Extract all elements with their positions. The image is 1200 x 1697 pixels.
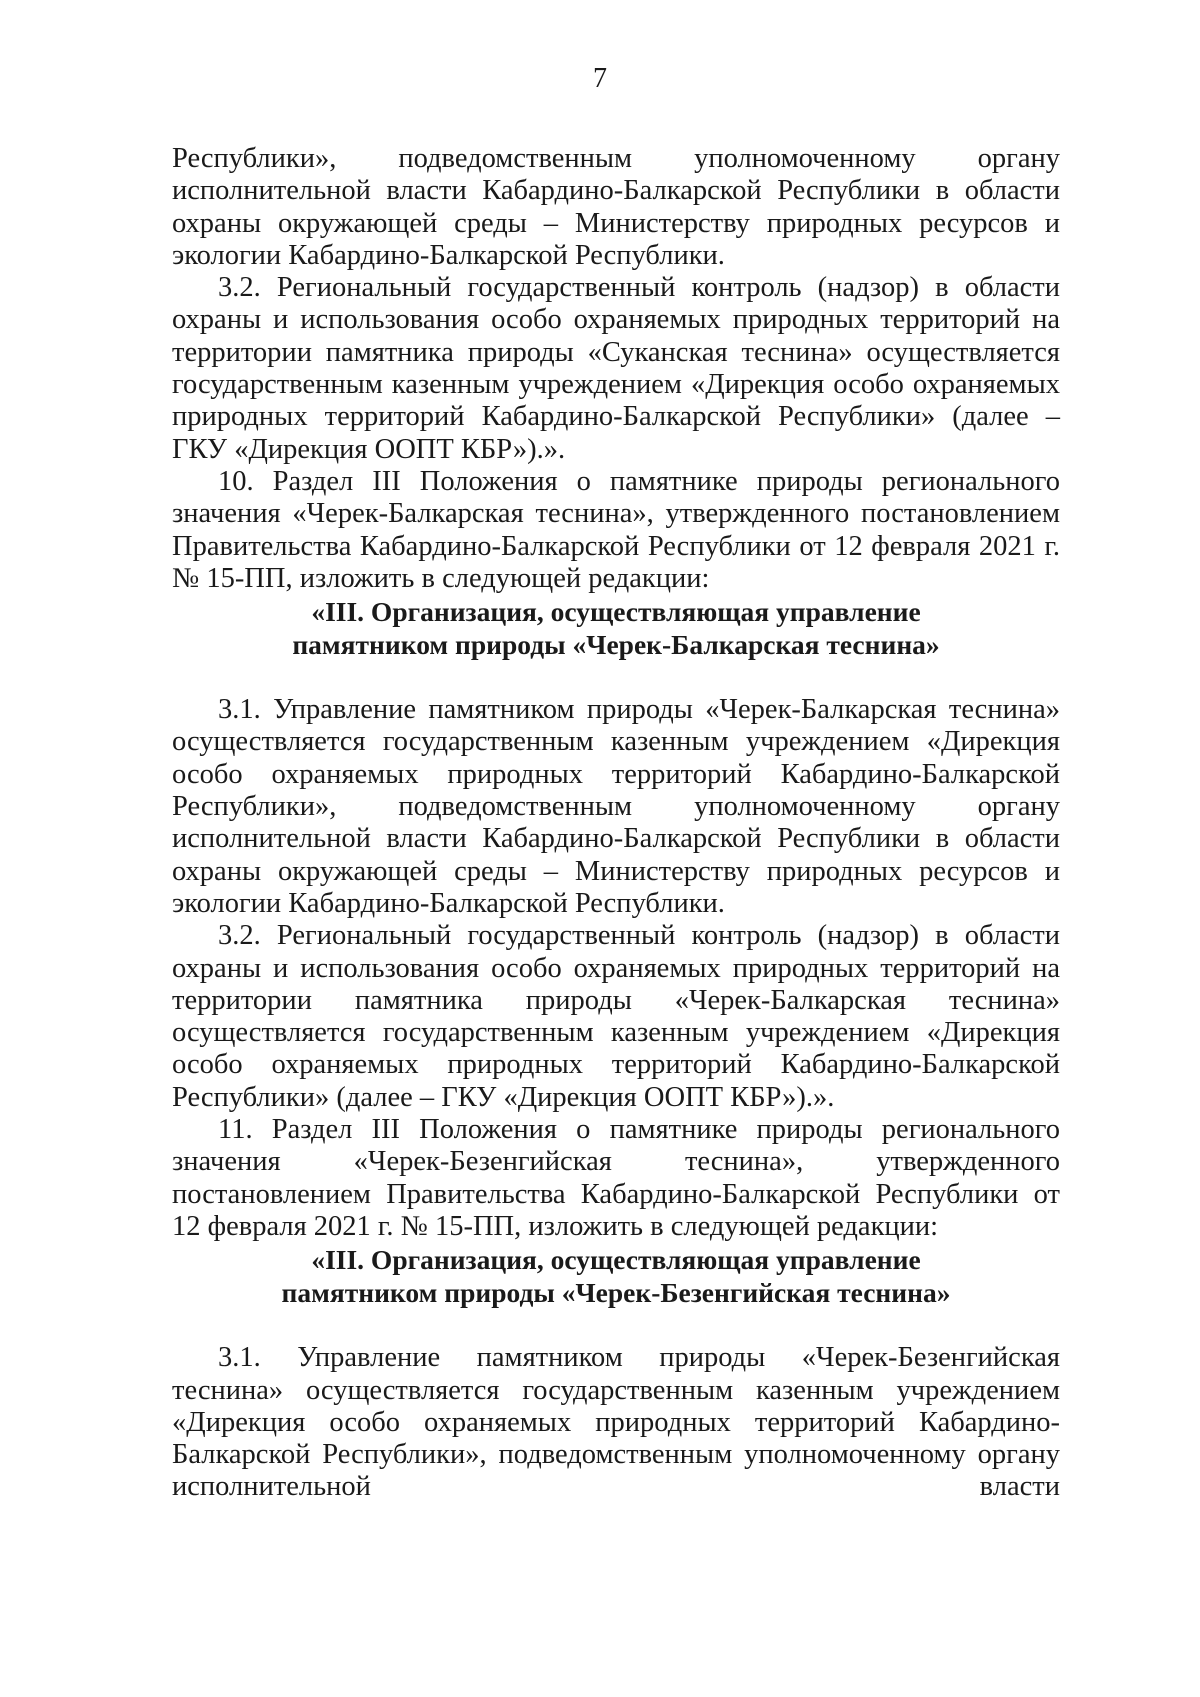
section-heading-cherek-balkarskaya — [172, 595, 1060, 661]
section-heading-cherek-bezengiyskaya — [172, 1243, 1060, 1309]
heading-line-2: памятником природы «Черек-Балкарская теснина» — [292, 629, 940, 661]
document-body — [172, 143, 1060, 1504]
paragraph-3-2-cherek-balkarskaya: 3.2. Региональный государственный контроль (надзор) в области охраны и использования особо охраняемых природных территорий на территории памятника природы «Черек-Балкарская теснина» осуществляется государственным казенным учреждением «Дирекция особо охраняемых природных территорий Кабардино-Балкарской Республики» (далее – ГКУ «Дирекция ООПТ КБР»).». — [172, 920, 1060, 1113]
paragraph-3-2-sukanskaya: 3.2. Региональный государственный контроль (надзор) в области охраны и использования особо охраняемых природных территорий на территории памятника природы «Суканская теснина» осуществляется государственным казенным учреждением «Дирекция особо охраняемых природных территорий Кабардино-Балкарской Республики» (далее – ГКУ «Дирекция ООПТ КБР»).». — [172, 272, 1060, 465]
paragraph-3-1-cherek-balkarskaya: 3.1. Управление памятником природы «Черек-Балкарская теснина» осуществляется государственным казенным учреждением «Дирекция особо охраняемых природных территорий Кабардино-Балкарской Республики», подведомственным уполномоченному органу исполнительной власти Кабардино-Балкарской Республики в области охраны окружающей среды – Министерству природных ресурсов и экологии Кабардино-Балкарской Республики. — [172, 694, 1060, 919]
heading-line-1: «III. Организация, осуществляющая управление — [311, 1244, 921, 1276]
paragraph-continuation: Республики», подведомственным уполномоченному органу исполнительной власти Кабардино-Балкарской Республики в области охраны окружающей среды – Министерству природных ресурсов и экологии Кабардино-Балкарской Республики. — [172, 143, 1060, 271]
paragraph-3-1-cherek-bezengiyskaya: 3.1. Управление памятником природы «Черек-Безенгийская теснина» осуществляется государственным казенным учреждением «Дирекция особо охраняемых природных территорий Кабардино-Балкарской Республики», подведомственным уполномоченному органу исполнительной власти — [172, 1342, 1060, 1503]
page-number: 7 — [593, 63, 607, 94]
heading-line-2: памятником природы «Черек-Безенгийская теснина» — [281, 1277, 951, 1309]
paragraph-10: 10. Раздел III Положения о памятнике природы регионального значения «Черек-Балкарская теснина», утвержденного постановлением Правительства Кабардино-Балкарской Республики от 12 февраля 2021 г. № 15-ПП, изложить в следующей редакции: — [172, 465, 1060, 594]
paragraph-11: 11. Раздел III Положения о памятнике природы регионального значения «Черек-Безенгийская теснина», утвержденного постановлением Правительства Кабардино-Балкарской Республики от 12 февраля 2021 г. № 15-ПП, изложить в следующей редакции: — [172, 1114, 1060, 1242]
heading-line-1: «III. Организация, осуществляющая управление — [311, 596, 921, 628]
